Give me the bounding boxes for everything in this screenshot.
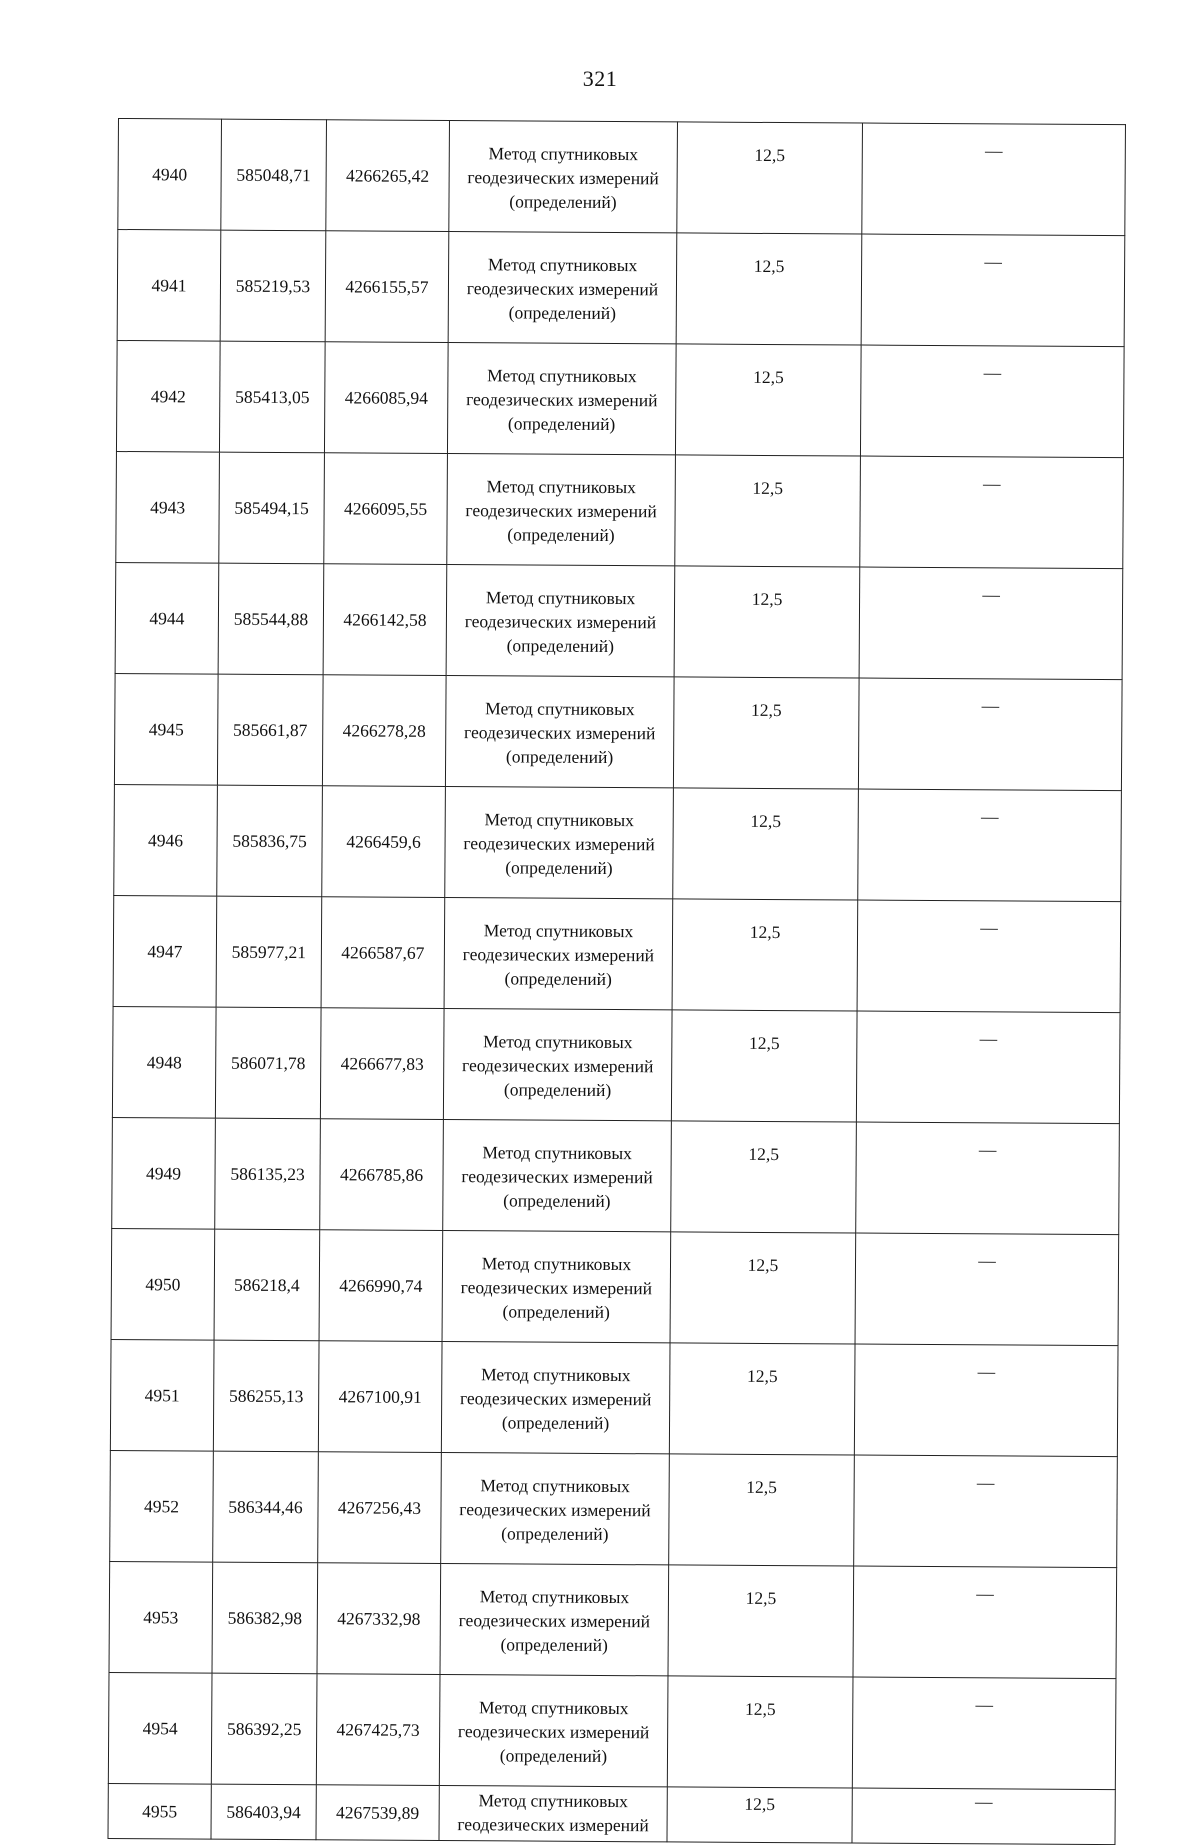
- method-line: геодезических измерений: [464, 611, 657, 633]
- coordinates-table: [107, 118, 1125, 1845]
- x-coordinate-cell: 585661,87: [217, 674, 323, 786]
- method-line: Метод спутниковых: [479, 1586, 630, 1608]
- y-coordinate-cell: 4266785,86: [320, 1119, 444, 1231]
- y-coordinate-cell: 4266677,83: [320, 1008, 444, 1120]
- method-cell: [440, 1563, 669, 1675]
- method-cell: [448, 232, 677, 344]
- accuracy-cell: 12,5: [673, 677, 859, 789]
- method-line: геодезических измерений: [459, 1388, 652, 1410]
- method-cell: [446, 565, 675, 677]
- table-row: [114, 673, 1122, 790]
- method-cell: [447, 343, 676, 455]
- accuracy-cell: 12,5: [668, 1565, 854, 1677]
- method-line: геодезических измерений: [458, 1610, 651, 1632]
- method-line: Метод спутниковых: [483, 1031, 633, 1053]
- method-line: Метод спутниковых: [485, 587, 636, 609]
- method-line: (определений): [503, 1190, 611, 1212]
- note-cell: —: [860, 345, 1124, 458]
- method-line: геодезических измерений: [466, 389, 658, 411]
- y-coordinate-cell: 4266142,58: [323, 564, 447, 676]
- accuracy-cell: 12,5: [671, 1121, 857, 1233]
- method-line: геодезических измерений: [459, 1499, 651, 1521]
- y-coordinate-cell: 4267256,43: [318, 1452, 442, 1564]
- x-coordinate-cell: 586218,4: [214, 1229, 320, 1341]
- table-row: [112, 1117, 1120, 1234]
- method-line: геодезических измерений: [463, 833, 655, 855]
- point-number-cell: 4955: [108, 1783, 211, 1839]
- note-cell: —: [861, 234, 1125, 347]
- table-row: [116, 451, 1124, 568]
- point-number-cell: 4953: [109, 1561, 213, 1673]
- note-cell: —: [857, 900, 1121, 1013]
- note-cell: —: [853, 1566, 1117, 1679]
- method-line: Метод спутниковых: [485, 698, 635, 720]
- point-number-cell: 4945: [114, 673, 218, 785]
- y-coordinate-cell: 4266095,55: [324, 453, 448, 565]
- table-row: [111, 1228, 1119, 1345]
- y-coordinate-cell: 4266587,67: [321, 897, 445, 1009]
- method-cell: [439, 1785, 667, 1841]
- method-line: (определений): [507, 413, 616, 435]
- method-line: Метод спутниковых: [488, 143, 639, 165]
- table-row: [114, 784, 1122, 901]
- table-row: [110, 1450, 1118, 1567]
- accuracy-cell: 12,5: [667, 1787, 852, 1843]
- accuracy-cell: 12,5: [674, 566, 860, 678]
- table-row: [110, 1339, 1118, 1456]
- note-cell: —: [854, 1344, 1118, 1457]
- point-number-cell: 4941: [117, 230, 221, 342]
- method-line: геодезических измерений: [457, 1721, 650, 1743]
- x-coordinate-cell: 586071,78: [215, 1007, 321, 1119]
- method-line: Метод спутниковых: [481, 1253, 632, 1275]
- note-cell: —: [852, 1788, 1115, 1845]
- y-coordinate-cell: 4267100,91: [318, 1341, 442, 1453]
- point-number-cell: 4942: [116, 340, 220, 452]
- point-number-cell: 4947: [113, 895, 217, 1007]
- method-line: (определений): [501, 1523, 609, 1545]
- method-line: (определений): [503, 1079, 612, 1101]
- table-body: [108, 119, 1125, 1845]
- method-cell: [443, 1009, 672, 1121]
- x-coordinate-cell: 585494,15: [219, 452, 325, 564]
- method-line: Метод спутниковых: [487, 365, 637, 387]
- method-line: (определений): [505, 746, 614, 768]
- table-row: [112, 1006, 1120, 1123]
- method-line: геодезических измерений: [460, 1277, 653, 1299]
- note-cell: —: [855, 1233, 1119, 1346]
- accuracy-cell: 12,5: [673, 788, 859, 900]
- method-line: Метод спутниковых: [479, 1697, 629, 1719]
- x-coordinate-cell: 585048,71: [221, 119, 327, 231]
- note-cell: —: [858, 678, 1122, 791]
- x-coordinate-cell: 585219,53: [220, 230, 326, 342]
- method-line: Метод спутниковых: [478, 1790, 629, 1812]
- method-line: геодезических измерений: [462, 944, 655, 966]
- accuracy-cell: 12,5: [667, 1676, 853, 1788]
- point-number-cell: 4951: [110, 1339, 214, 1451]
- method-line: (определений): [499, 1745, 608, 1767]
- method-line: геодезических измерений: [464, 722, 656, 744]
- method-line: (определений): [505, 857, 613, 879]
- method-cell: [447, 454, 676, 566]
- note-cell: —: [858, 789, 1122, 902]
- method-cell: [445, 787, 674, 899]
- point-number-cell: 4946: [114, 784, 218, 896]
- x-coordinate-cell: 586403,94: [211, 1784, 316, 1840]
- accuracy-cell: 12,5: [671, 1010, 857, 1122]
- table-row: [115, 562, 1123, 679]
- x-coordinate-cell: 585544,88: [218, 563, 324, 675]
- table-row: [113, 895, 1121, 1012]
- note-cell: —: [860, 456, 1124, 569]
- method-line: Метод спутниковых: [484, 809, 635, 831]
- method-cell: [442, 1231, 671, 1343]
- y-coordinate-cell: 4266278,28: [322, 675, 446, 787]
- y-coordinate-cell: 4266085,94: [324, 342, 448, 454]
- note-cell: —: [854, 1455, 1118, 1568]
- method-line: геодезических измерений: [467, 167, 659, 189]
- method-cell: [441, 1453, 670, 1565]
- table-row: [117, 230, 1125, 347]
- point-number-cell: 4952: [110, 1450, 214, 1562]
- x-coordinate-cell: 585413,05: [219, 341, 325, 453]
- note-cell: —: [852, 1677, 1116, 1790]
- method-line: Метод спутниковых: [483, 920, 634, 942]
- method-line: Метод спутниковых: [481, 1364, 631, 1386]
- accuracy-cell: 12,5: [676, 233, 862, 345]
- y-coordinate-cell: 4267332,98: [317, 1563, 441, 1675]
- method-line: (определений): [502, 1301, 610, 1323]
- method-line: Метод спутниковых: [480, 1475, 630, 1497]
- method-line: (определений): [509, 191, 617, 213]
- point-number-cell: 4949: [112, 1117, 216, 1229]
- y-coordinate-cell: 4266990,74: [319, 1230, 443, 1342]
- y-coordinate-cell: 4266155,57: [325, 231, 449, 343]
- table-row: [118, 119, 1126, 236]
- method-line: Метод спутниковых: [487, 254, 638, 276]
- method-cell: [449, 121, 678, 233]
- point-number-cell: 4948: [112, 1006, 216, 1118]
- y-coordinate-cell: 4266265,42: [326, 120, 450, 232]
- point-number-cell: 4944: [115, 562, 219, 674]
- note-cell: —: [862, 123, 1126, 236]
- method-cell: [445, 676, 674, 788]
- method-line: геодезических измерений: [457, 1814, 649, 1836]
- x-coordinate-cell: 586344,46: [213, 1451, 319, 1563]
- method-line: Метод спутниковых: [486, 476, 637, 498]
- y-coordinate-cell: 4267539,89: [316, 1785, 439, 1841]
- method-cell: [441, 1342, 670, 1454]
- accuracy-cell: 12,5: [669, 1343, 855, 1455]
- x-coordinate-cell: 586392,25: [211, 1673, 317, 1785]
- method-line: геодезических измерений: [466, 278, 659, 300]
- table-row: [116, 340, 1124, 457]
- accuracy-cell: 12,5: [672, 899, 858, 1011]
- method-line: (определений): [504, 968, 612, 990]
- x-coordinate-cell: 585977,21: [216, 896, 322, 1008]
- note-cell: —: [859, 567, 1123, 680]
- method-line: геодезических измерений: [465, 500, 657, 522]
- method-cell: [439, 1674, 668, 1786]
- method-line: (определений): [507, 524, 615, 546]
- table-row: [108, 1783, 1115, 1844]
- method-cell: [443, 1120, 672, 1232]
- method-line: (определений): [501, 1412, 610, 1434]
- x-coordinate-cell: 586382,98: [212, 1562, 318, 1674]
- point-number-cell: 4954: [108, 1672, 212, 1784]
- accuracy-cell: 12,5: [669, 1454, 855, 1566]
- accuracy-cell: 12,5: [675, 455, 861, 567]
- accuracy-cell: 12,5: [677, 122, 863, 234]
- method-line: (определений): [508, 302, 617, 324]
- y-coordinate-cell: 4267425,73: [316, 1674, 440, 1786]
- page-number: 321: [582, 66, 618, 91]
- note-cell: —: [856, 1122, 1120, 1235]
- point-number-cell: 4950: [111, 1228, 215, 1340]
- x-coordinate-cell: 586255,13: [213, 1340, 319, 1452]
- x-coordinate-cell: 585836,75: [217, 785, 323, 897]
- table-row: [108, 1672, 1116, 1789]
- method-line: геодезических измерений: [461, 1055, 654, 1077]
- method-line: (определений): [506, 635, 615, 657]
- method-cell: [444, 898, 673, 1010]
- x-coordinate-cell: 586135,23: [215, 1118, 321, 1230]
- point-number-cell: 4940: [118, 119, 222, 231]
- method-line: геодезических измерений: [461, 1166, 653, 1188]
- accuracy-cell: 12,5: [670, 1232, 856, 1344]
- note-cell: —: [856, 1011, 1120, 1124]
- accuracy-cell: 12,5: [675, 344, 861, 456]
- method-line: Метод спутниковых: [482, 1142, 632, 1164]
- table-row: [109, 1561, 1117, 1678]
- point-number-cell: 4943: [116, 451, 220, 563]
- method-line: (определений): [500, 1634, 608, 1656]
- y-coordinate-cell: 4266459,6: [322, 786, 446, 898]
